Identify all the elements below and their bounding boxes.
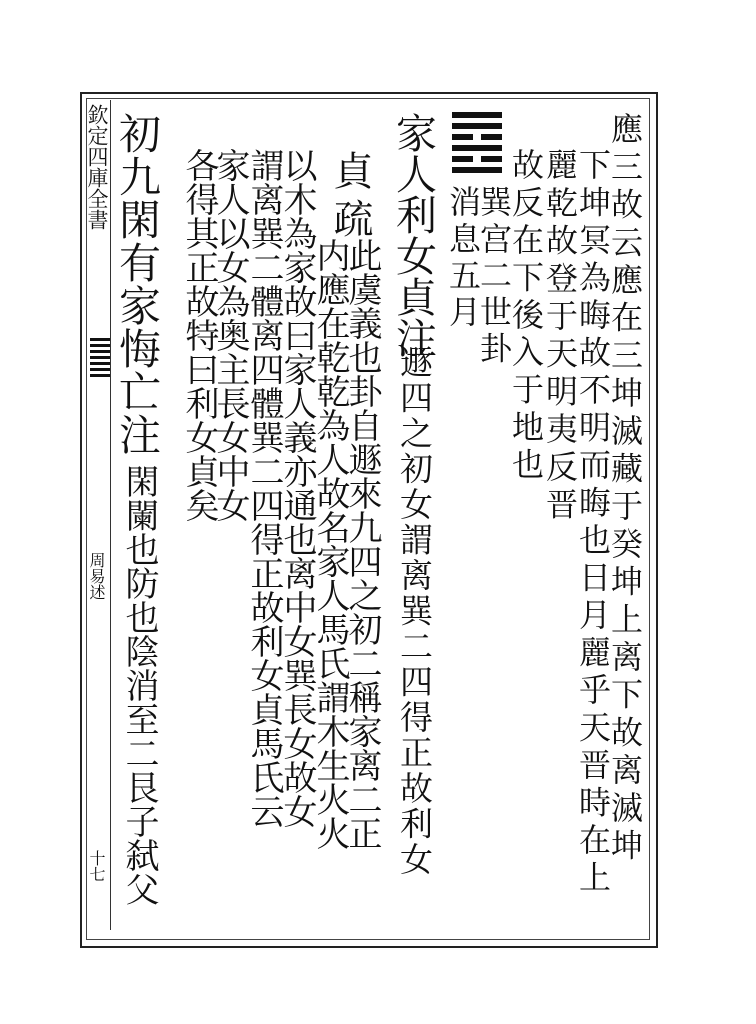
hexagram-symbol [452, 112, 502, 178]
line-heading-chu-jiu: 初九閑有家悔亡注 [113, 112, 162, 456]
text-column-2: 下坤冥為晦故不明而晦也日月麗乎天晋時在上 [574, 148, 612, 898]
text-column-11: 謂离巽二體离四體巽二四得正故利女貞馬氏云 [244, 148, 284, 828]
text-column-10: 以木為家故曰家人義亦通也离中女巽長女故女 [277, 148, 317, 828]
page-margin-column [84, 100, 111, 930]
book-title: 周易述 [87, 552, 106, 600]
series-title: 欽定四庫全書 [85, 104, 109, 230]
text-column-13: 各得其正故特曰利女貞矣 [179, 148, 219, 522]
text-column-9: 内應在乾乾為人故名家人馬氏謂木生火火 [310, 238, 350, 850]
text-column-6: 消息五月 [444, 185, 482, 332]
text-column-5: 巽宫二世卦 [475, 185, 513, 368]
text-column-3: 麗乾故登于天明夷反晋 [541, 148, 579, 525]
fishtail-mark [90, 335, 110, 377]
commentary-column-7: 遯四之初女謂离巽二四得正故利女 [395, 345, 434, 878]
text-column-4: 故反在下後入于地也 [507, 148, 545, 485]
commentary-column-14: 閑闌也防也陰消至二艮子弑父 [119, 464, 159, 906]
hexagram-heading: 家人利女貞注 [389, 112, 437, 358]
text-column-12: 家人以女為奥主長女中女 [210, 148, 250, 522]
text-column-1: 應三故云應在三坤滅藏于癸坤上离下故离滅坤 [606, 112, 644, 866]
page-number: 十七 [87, 850, 106, 882]
heading-zhen-shu: 貞疏 [327, 150, 373, 246]
commentary-column-8: 此虞義也卦自遯來九四之初二稱家离二正 [342, 238, 382, 850]
